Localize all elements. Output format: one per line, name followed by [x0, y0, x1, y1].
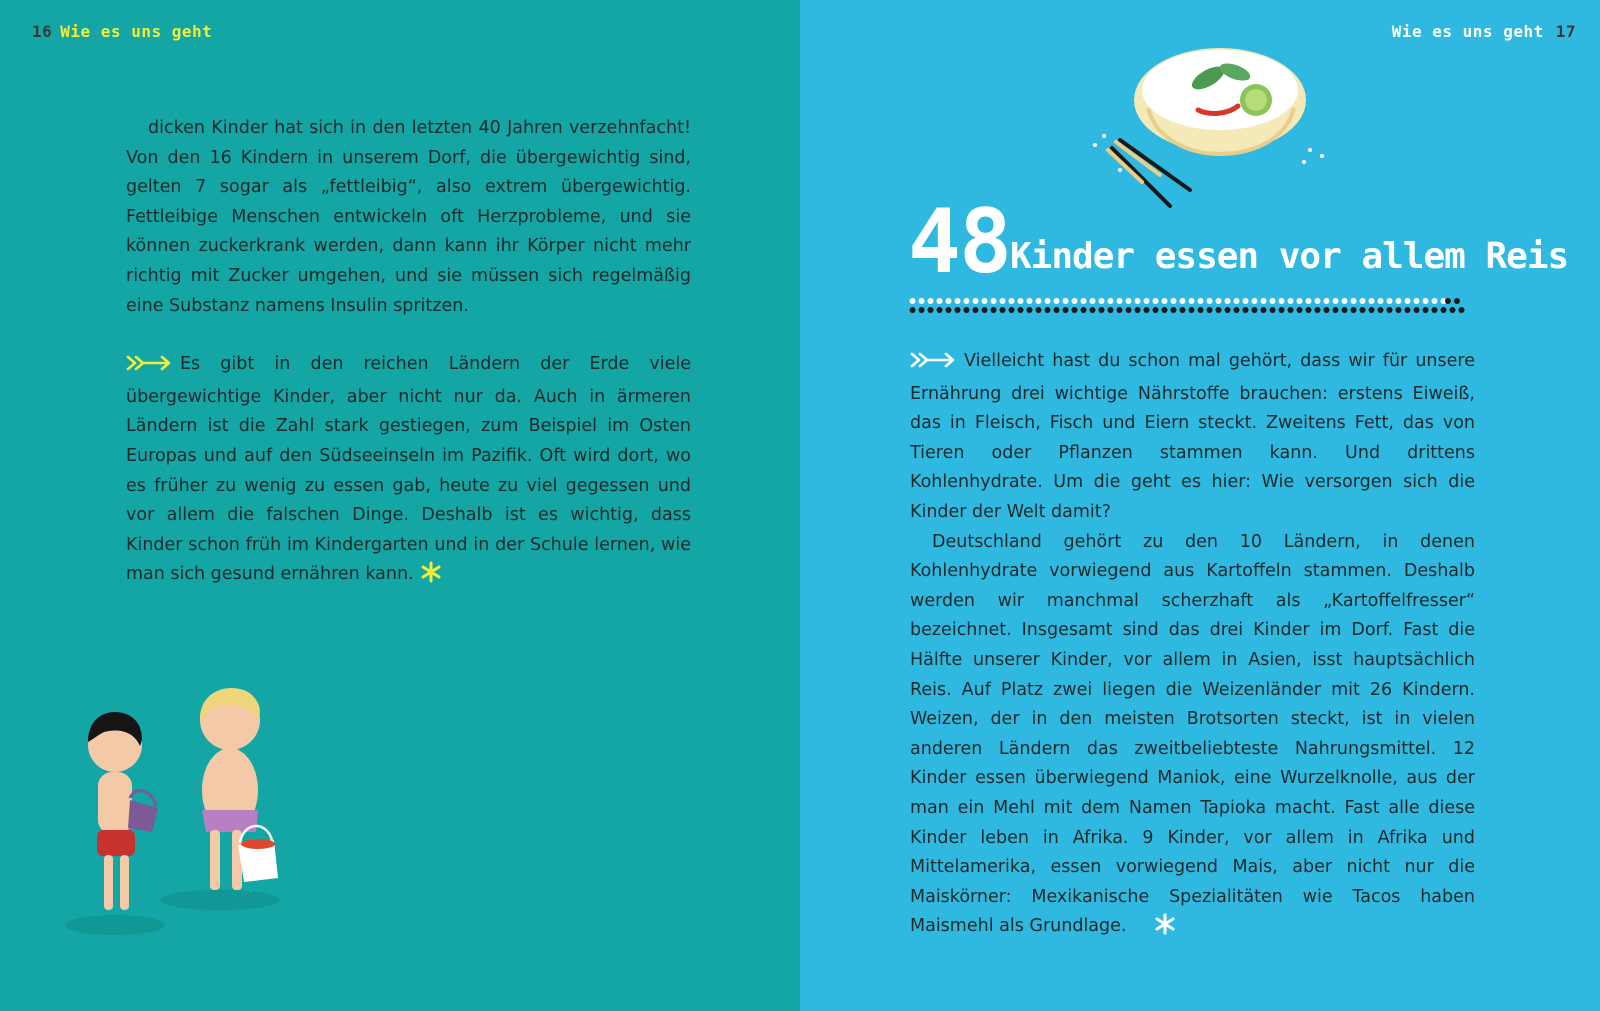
left-body-text	[126, 114, 691, 594]
children-illustration	[60, 680, 300, 950]
headline	[908, 190, 1569, 293]
right-paragraph-1-wrap	[910, 347, 1475, 528]
running-head-left	[32, 22, 212, 41]
page-number-left: 16	[32, 22, 53, 41]
headline-text: Kinder essen vor allem Reis	[1010, 236, 1569, 277]
right-paragraph-1: Vielleicht hast du schon mal gehört, dass wir für unsere Ernährung drei wichtige Nährstoffe brauchen: erstens Eiweiß, das in Fleisch, Fisch und Eiern steckt. Zweitens Fett, das von Tieren oder Pflanzen stammen kann. Und drittens Kohlenhydrate. Um die geht es hier: Wie versorgen sich die Kinder der Welt damit?	[910, 351, 1475, 522]
asterisk-star-icon	[420, 561, 442, 594]
right-page	[800, 0, 1600, 1011]
left-paragraph-2: Es gibt in den reichen Ländern der Erde viele übergewichtige Kinder, aber nicht nur da. Auch in ärmeren Ländern ist die Zahl stark gestiegen, zum Beispiel im Osten Europas und auf den Südseeinseln im Pazifik. Oft wird dort, wo es früher zu wenig zu essen gab, heute zu viel gegessen und vor allem die falschen Dinge. Deshalb ist es wichtig, dass Kinder schon früh im Kindergarten und in der Schule lernen, wie man sich gesund ernähren kann.	[126, 354, 691, 585]
page-number-right: 17	[1555, 22, 1576, 41]
right-paragraph-2: Deutschland gehört zu den 10 Ländern, in denen Kohlenhydrate vorwiegend aus Kartoffeln stammen. Deshalb werden wir manchmal scherzhaft als „Kartoffelfresser“ bezeichnet. Insgesamt sind das drei Kinder im Dorf. Fast die Hälfte unserer Kinder, vor allem in Asien, isst hauptsächlich Reis. Auf Platz zwei liegen die Weizenländer mit 26 Kindern. Weizen, der in den meisten Brotsorten steckt, ist in vielen anderen Ländern das zweitbeliebteste Nahrungsmittel. 12 Kinder essen überwiegend Maniok, eine Wurzelknolle, aus der man ein Mehl mit dem Namen Tapioka macht. Fast alle diese Kinder leben in Afrika. 9 Kinder, vor allem in Afrika und Mittelamerika, essen vorwiegend Mais, aber nicht nur die Maiskörner: Mexikanische Spezialitäten wie Tacos haben Maismehl als Grundlage.	[910, 531, 1475, 937]
left-paragraph-1: dicken Kinder hat sich in den letzten 40 Jahren verzehnfacht! Von den 16 Kindern in unserem Dorf, die übergewichtig sind, gelten 7 sogar als „fettleibig“, also extrem übergewichtig. Fettleibige Menschen entwickeln oft Herzprobleme, und sie können zuckerkrank werden, dann kann ihr Körper nicht mehr richtig mit Zucker umgehen, und sie müssen sich regelmäßig eine Substanz namens Insulin spritzen.	[126, 118, 691, 316]
running-head-right	[1392, 22, 1576, 41]
headline-number: 48	[908, 190, 1010, 293]
dotted-divider	[908, 296, 1468, 316]
right-paragraph-2-wrap	[910, 528, 1475, 946]
asterisk-star-icon	[1132, 913, 1176, 946]
double-chevron-arrow-icon	[126, 353, 172, 383]
running-head-title-left: Wie es uns geht	[60, 22, 213, 41]
left-paragraph-2-wrap	[126, 350, 691, 594]
double-chevron-arrow-icon	[910, 350, 956, 380]
running-head-title-right: Wie es uns geht	[1391, 22, 1544, 41]
right-body-text	[910, 347, 1475, 946]
